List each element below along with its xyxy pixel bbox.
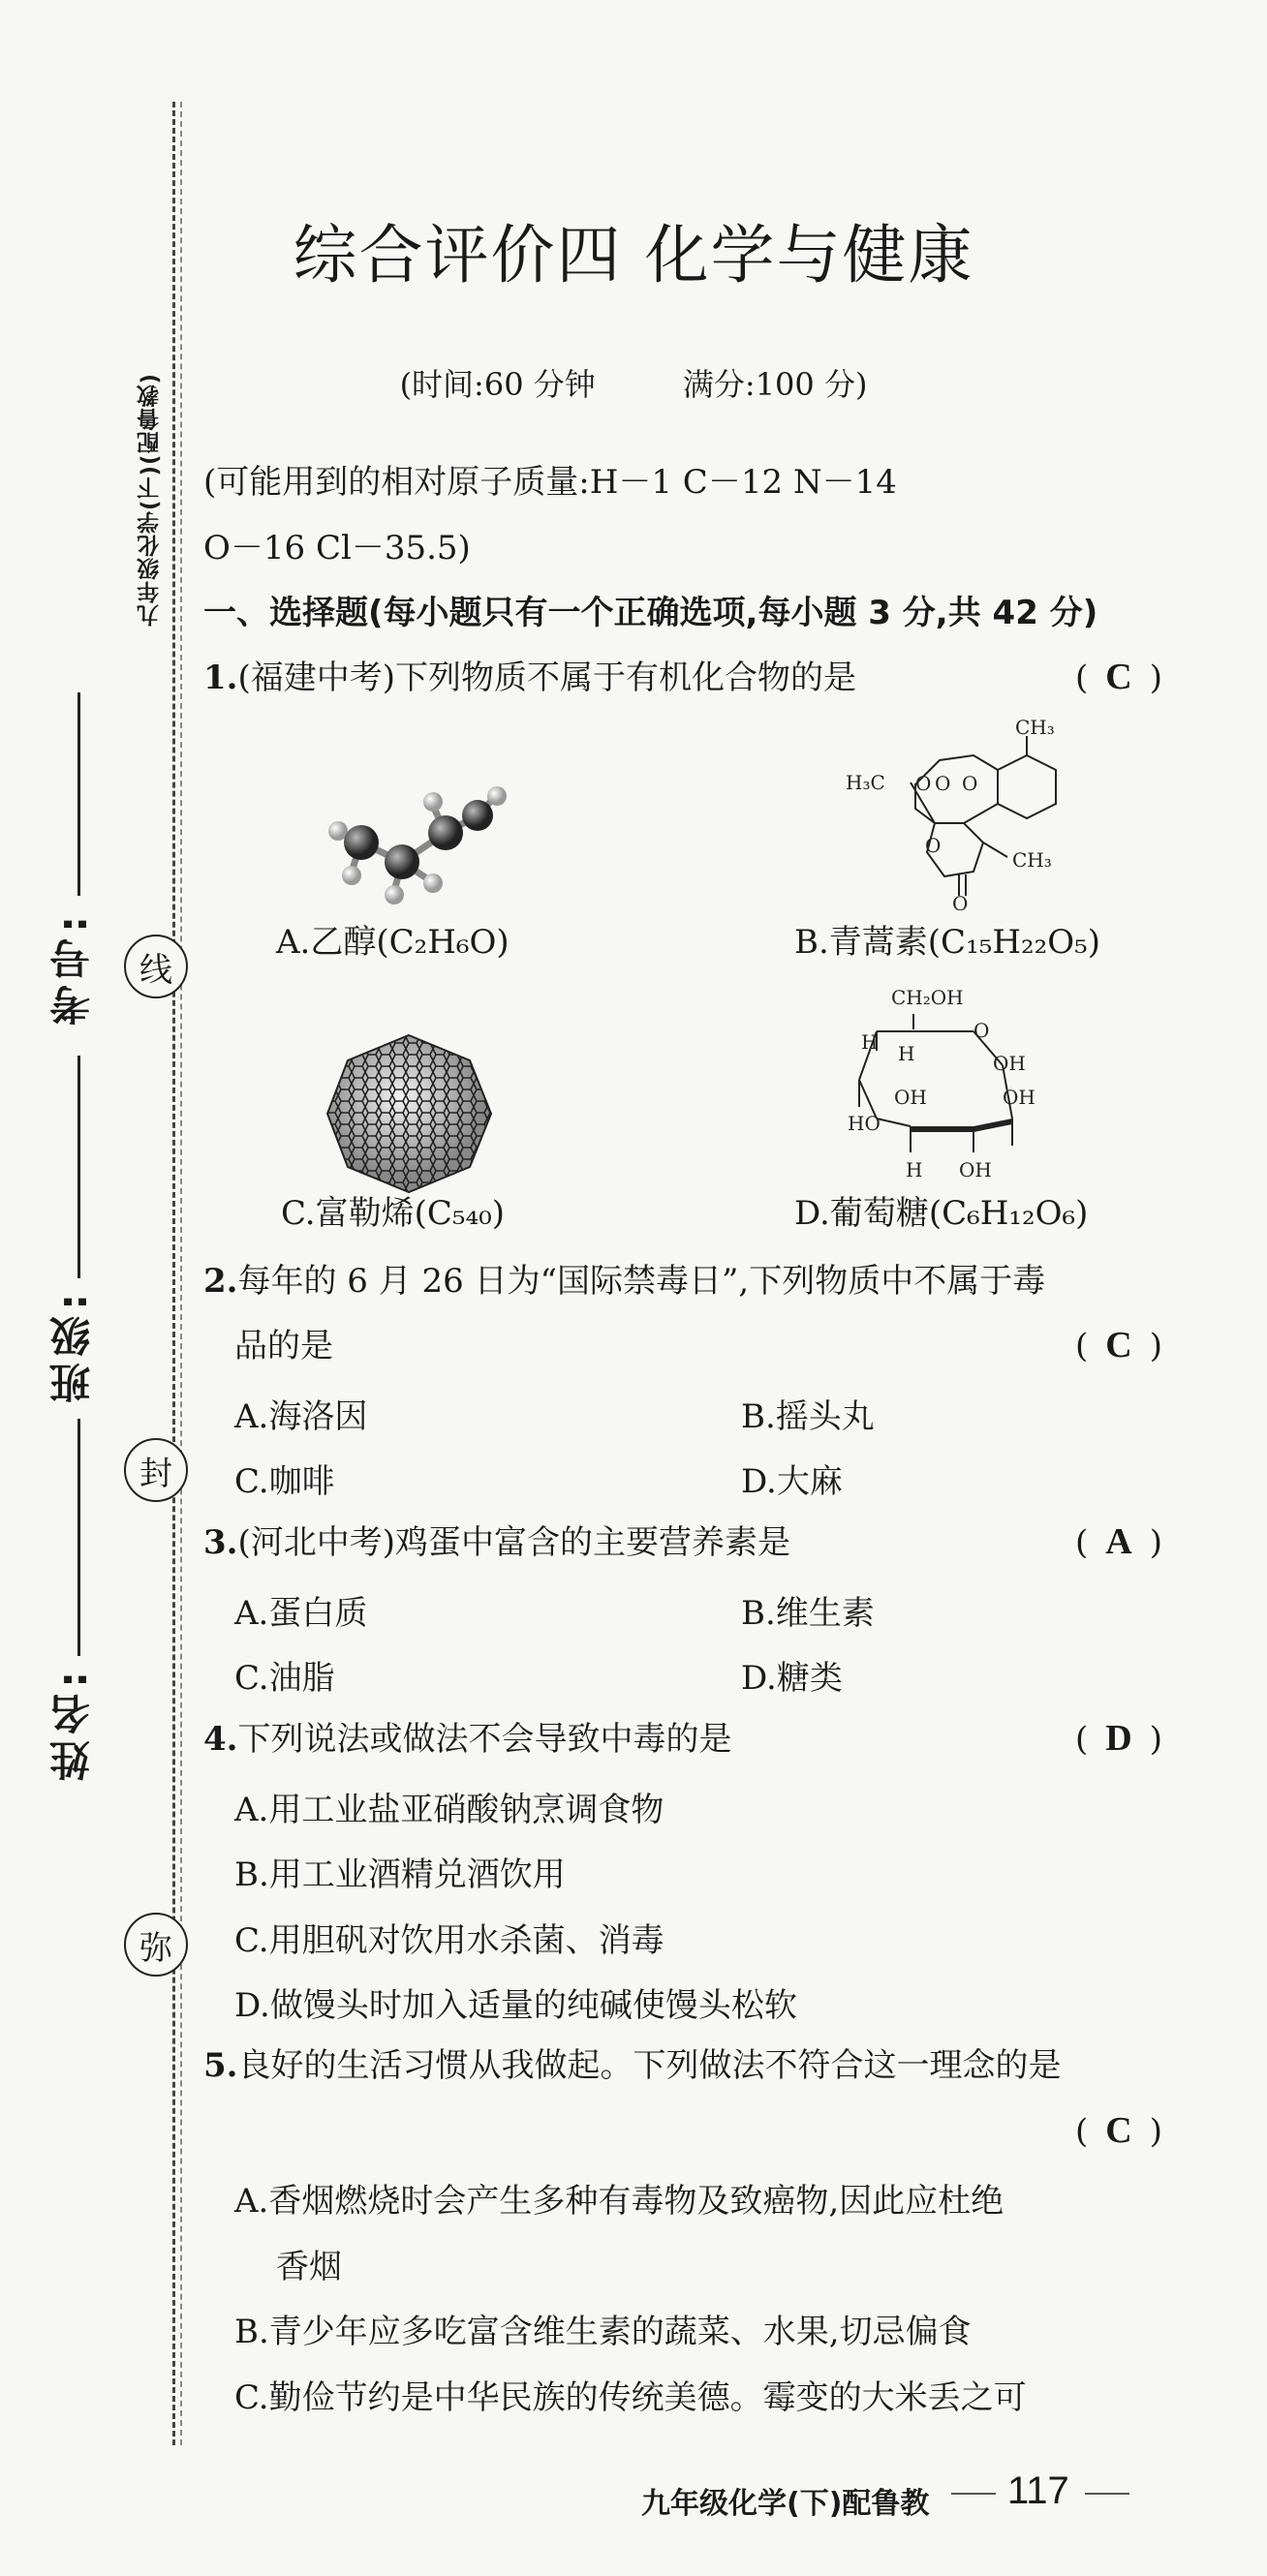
question-number: 1.: [203, 659, 238, 697]
page-number: 117: [1007, 2469, 1069, 2512]
q1-option-c: C.富勒烯(C₅₄₀): [281, 1194, 506, 1233]
exam-no-label: 考号:: [48, 910, 96, 1026]
answer-5: (C): [1075, 2110, 1180, 2151]
glucose-structure-image: [848, 983, 1080, 1186]
svg-text:O: O: [935, 772, 951, 795]
answer-letter: C: [1105, 657, 1150, 697]
cut-line: [172, 102, 175, 2445]
svg-text:O: O: [962, 772, 978, 795]
svg-text:O: O: [973, 1019, 990, 1042]
q5-option-c: C.勤俭节约是中华民族的传统美德。霉变的大米丢之可: [234, 2378, 1027, 2417]
question-4: [203, 1717, 1175, 1762]
seal-mark-seal: 封: [124, 1438, 188, 1502]
svg-text:H: H: [898, 1042, 915, 1065]
question-2: [203, 1259, 1175, 1303]
q4-option-d: D.做馒头时加入适量的纯碱使馒头松软: [234, 1986, 797, 2025]
svg-text:OH: OH: [1003, 1086, 1035, 1109]
class-line: [77, 1056, 80, 1278]
answer-letter: D: [1105, 1718, 1150, 1759]
svg-text:H: H: [906, 1158, 923, 1181]
exam-no-line: [77, 692, 80, 896]
ethanol-model-image: [324, 775, 509, 910]
name-label: 姓名:: [48, 1666, 96, 1781]
answer-letter: A: [1105, 1521, 1150, 1562]
answer-letter: C: [1105, 2110, 1150, 2151]
question-text: 每年的 6 月 26 日为“国际禁毒日”,下列物质中不属于毒: [237, 1262, 1046, 1301]
exam-score: 满分:100 分): [682, 366, 868, 403]
name-line: [77, 1419, 80, 1656]
svg-text:CH₂OH: CH₂OH: [891, 986, 964, 1009]
svg-text:OH: OH: [894, 1086, 927, 1109]
q1-option-d: D.葡萄糖(C₆H₁₂O₆): [794, 1194, 1089, 1233]
q3-option-c: C.油脂: [234, 1659, 335, 1698]
fullerene-model-image: [324, 1031, 494, 1196]
cut-line-inner: [180, 102, 182, 2445]
question-number: 3.: [203, 1523, 238, 1562]
artemisinin-labels: [846, 717, 1055, 910]
footer-dash-left: [951, 2493, 996, 2495]
svg-text:H: H: [861, 1030, 879, 1054]
answer-3: (A): [1075, 1521, 1180, 1562]
page-title: 综合评价四 化学与健康: [293, 218, 974, 292]
svg-text:HO: HO: [848, 1112, 881, 1135]
question-text: (福建中考)下列物质不属于有机化合物的是: [237, 659, 857, 697]
svg-text:O: O: [925, 834, 942, 857]
glucose-labels: [848, 986, 1035, 1181]
q4-option-a: A.用工业盐亚硝酸钠烹调食物: [234, 1791, 664, 1829]
q1-option-b: B.青蒿素(C₁₅H₂₂O₅): [794, 923, 1101, 962]
question-text: 下列说法或做法不会导致中毒的是: [237, 1720, 732, 1759]
question-2-cont: 品的是: [234, 1327, 333, 1365]
question-number: 4.: [203, 1720, 238, 1759]
question-number: 2.: [203, 1262, 238, 1301]
atomic-mass-line1: (可能用到的相对原子质量:H－1 C－12 N－14: [203, 463, 897, 502]
answer-2: (C): [1075, 1325, 1180, 1365]
svg-text:OH: OH: [993, 1052, 1026, 1075]
question-3: [203, 1520, 1175, 1565]
svg-text:O: O: [915, 772, 932, 795]
svg-text:CH₃: CH₃: [1015, 717, 1055, 739]
answer-1: (C): [1075, 657, 1180, 697]
svg-text:CH₃: CH₃: [1012, 848, 1052, 872]
seal-mark-line: 线: [124, 935, 188, 998]
class-label: 班级:: [48, 1288, 96, 1403]
q2-option-a: A.海洛因: [234, 1397, 368, 1436]
q3-option-a: A.蛋白质: [234, 1594, 368, 1633]
answer-4: (D): [1075, 1718, 1180, 1759]
footer-book-title: 九年级化学(下)配鲁教: [641, 2487, 930, 2521]
answer-letter: C: [1105, 1325, 1150, 1365]
footer-dash-right: [1085, 2493, 1129, 2495]
q5-option-a-cont: 香烟: [276, 2248, 342, 2286]
seal-mark-close: 弥: [124, 1913, 188, 1977]
q3-option-b: B.维生素: [741, 1594, 875, 1633]
q5-option-b: B.青少年应多吃富含维生素的蔬菜、水果,切忌偏食: [234, 2313, 972, 2351]
q2-option-d: D.大麻: [741, 1462, 843, 1501]
series-label: 九年级化学(下)(配鲁教): [138, 373, 163, 628]
q1-option-a: A.乙醇(C₂H₆O): [276, 923, 510, 962]
section-heading: 一、选择题(每小题只有一个正确选项,每小题 3 分,共 42 分): [203, 594, 1098, 632]
question-text: (河北中考)鸡蛋中富含的主要营养素是: [237, 1523, 791, 1562]
q2-option-b: B.摇头丸: [741, 1397, 875, 1436]
question-5: [203, 2043, 1175, 2088]
artemisinin-structure-image: [838, 717, 1090, 910]
q4-option-b: B.用工业酒精兑酒饮用: [234, 1855, 566, 1894]
q4-option-c: C.用胆矾对饮用水杀菌、消毒: [234, 1921, 664, 1960]
svg-text:H₃C: H₃C: [846, 771, 885, 794]
q5-option-a: A.香烟燃烧时会产生多种有毒物及致癌物,因此应杜绝: [234, 2182, 1004, 2221]
q2-option-c: C.咖啡: [234, 1462, 335, 1501]
question-1: [203, 656, 1175, 700]
question-number: 5.: [203, 2046, 238, 2085]
svg-text:O: O: [952, 892, 969, 910]
exam-time: (时间:60 分钟: [399, 366, 596, 403]
svg-text:OH: OH: [959, 1158, 992, 1181]
q3-option-d: D.糖类: [741, 1659, 843, 1698]
question-text: 良好的生活习惯从我做起。下列做法不符合这一理念的是: [237, 2046, 1062, 2085]
atomic-mass-line2: O－16 Cl－35.5): [203, 529, 471, 567]
exam-info: [0, 360, 1267, 405]
